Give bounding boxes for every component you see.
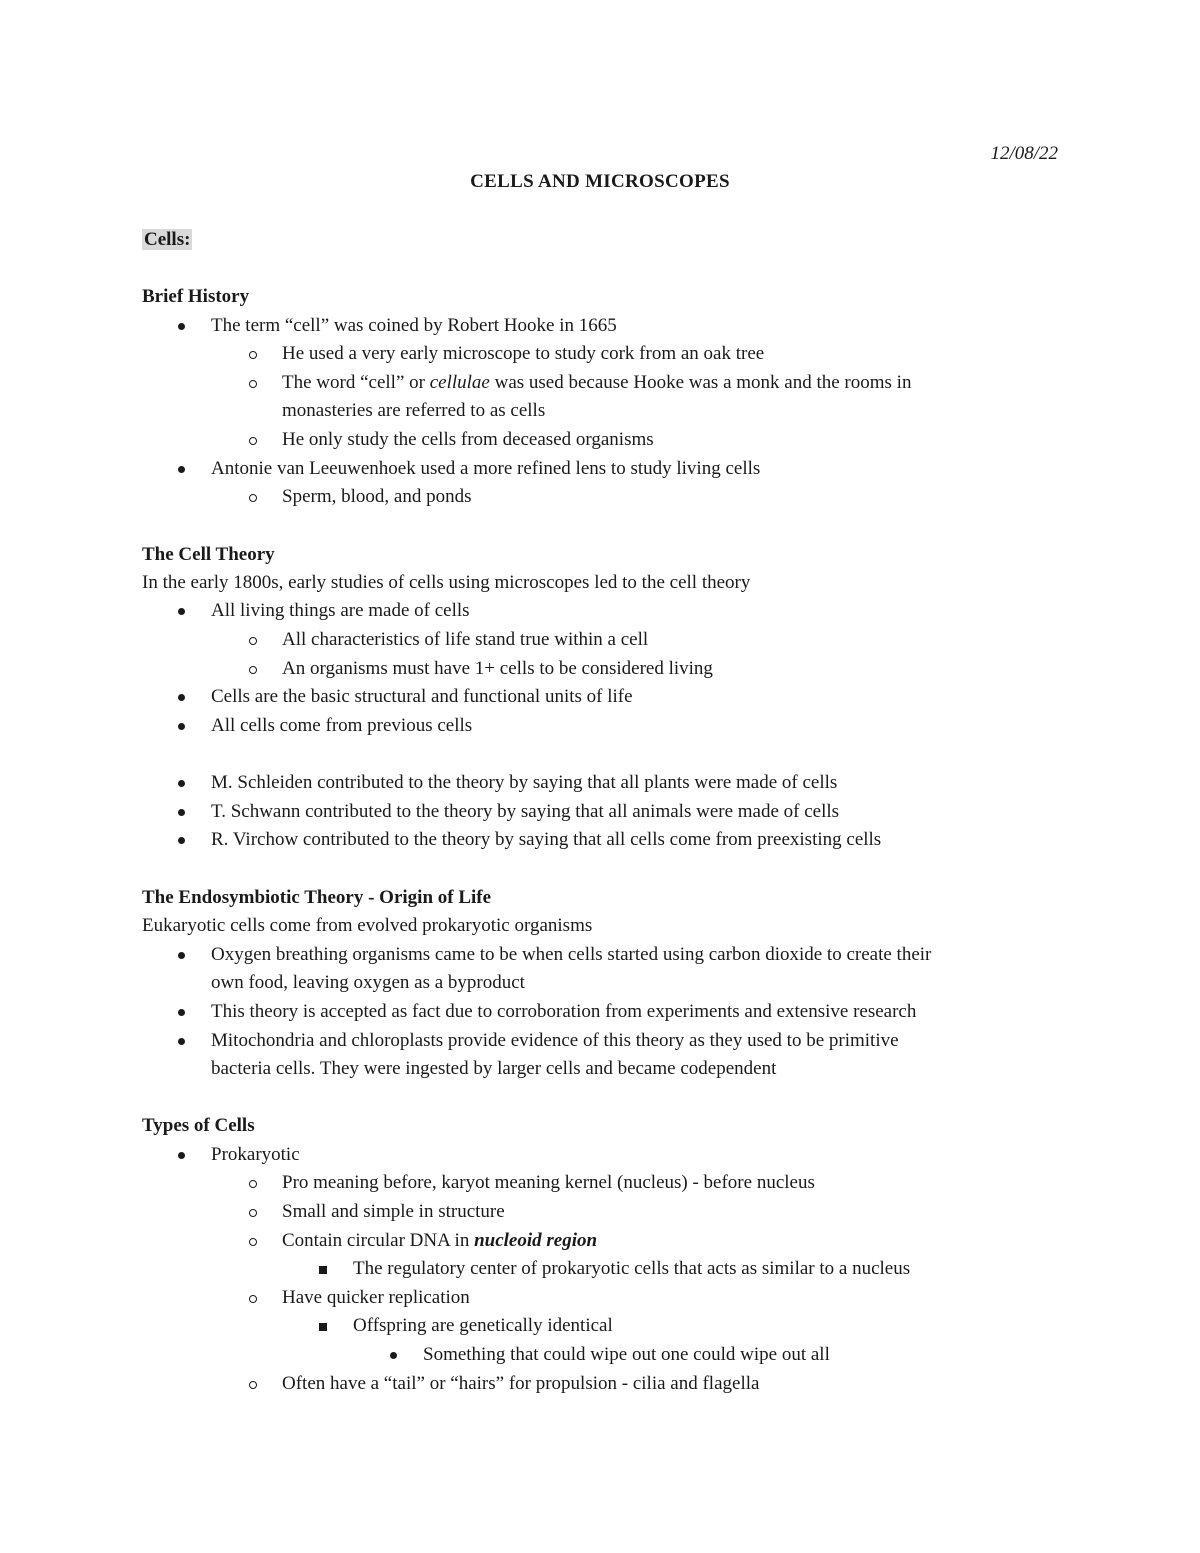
list-item: All characteristics of life stand true within a cell — [282, 629, 649, 650]
section-label — [142, 229, 192, 251]
bullet-circle — [249, 437, 257, 445]
bullet-circle — [249, 1295, 257, 1303]
list-item: Antonie van Leeuwenhoek used a more refined lens to study living cells — [211, 458, 761, 479]
list-item: R. Virchow contributed to the theory by saying that all cells come from preexisting cells — [211, 829, 882, 850]
paragraph: In the early 1800s, early studies of cells using microscopes led to the cell theory — [142, 572, 751, 593]
paragraph: Eukaryotic cells come from evolved prokaryotic organisms — [142, 915, 593, 936]
list-item: Have quicker replication — [282, 1287, 470, 1308]
bullet-circle — [249, 351, 257, 359]
bullet-circle — [249, 1238, 257, 1246]
bullet-dot — [178, 608, 185, 615]
text-run-italic: cellulae — [429, 372, 490, 393]
text-run: Contain circular DNA in — [282, 1230, 475, 1251]
bullet-circle — [249, 494, 257, 502]
text-run-bold-italic: nucleoid region — [474, 1230, 598, 1251]
list-item — [282, 372, 911, 394]
bullet-dot — [178, 1009, 185, 1016]
list-item: All living things are made of cells — [211, 600, 470, 621]
bullet-circle — [249, 1381, 257, 1389]
bullet-dot — [178, 1152, 185, 1159]
list-item: T. Schwann contributed to the theory by saying that all animals were made of cells — [211, 801, 840, 822]
list-item: Cells are the basic structural and functional units of life — [211, 686, 633, 707]
bullet-circle — [249, 666, 257, 674]
list-item: Prokaryotic — [211, 1144, 300, 1165]
heading-brief-history: Brief History — [142, 286, 250, 307]
bullet-dot — [178, 723, 185, 730]
text-run: The word “cell” or — [282, 372, 430, 393]
bullet-circle — [249, 637, 257, 645]
date: 12/08/22 — [990, 143, 1058, 164]
list-item: Mitochondria and chloroplasts provide evidence of this theory as they used to be primitive — [211, 1030, 899, 1051]
list-item: He used a very early microscope to study cork from an oak tree — [282, 343, 765, 364]
list-item: M. Schleiden contributed to the theory by saying that all plants were made of cells — [211, 772, 838, 793]
list-item: Often have a “tail” or “hairs” for propulsion - cilia and flagella — [282, 1373, 760, 1394]
bullet-dot — [178, 694, 185, 701]
list-item — [282, 1230, 597, 1252]
bullet-dot — [178, 780, 185, 787]
list-item: Offspring are genetically identical — [353, 1315, 613, 1336]
list-item-continuation: monasteries are referred to as cells — [282, 400, 546, 421]
heading-endosymbiotic-theory: The Endosymbiotic Theory - Origin of Life — [142, 887, 492, 908]
bullet-circle — [249, 1209, 257, 1217]
list-item: The regulatory center of prokaryotic cells that acts as similar to a nucleus — [353, 1258, 911, 1279]
bullet-dot — [178, 952, 185, 959]
bullet-circle — [249, 380, 257, 388]
list-item: Small and simple in structure — [282, 1201, 505, 1222]
list-item: Sperm, blood, and ponds — [282, 486, 472, 507]
bullet-dot — [178, 809, 185, 816]
bullet-square — [319, 1323, 327, 1331]
bullet-dot — [178, 1038, 185, 1045]
bullet-circle — [249, 1180, 257, 1188]
bullet-dot — [178, 466, 185, 473]
list-item: An organisms must have 1+ cells to be considered living — [282, 658, 713, 679]
list-item: Oxygen breathing organisms came to be when cells started using carbon dioxide to create their — [211, 944, 932, 965]
list-item: This theory is accepted as fact due to corroboration from experiments and extensive research — [211, 1001, 917, 1022]
list-item-continuation: bacteria cells. They were ingested by larger cells and became codependent — [211, 1058, 777, 1079]
list-item-continuation: own food, leaving oxygen as a byproduct — [211, 972, 525, 993]
list-item: He only study the cells from deceased organisms — [282, 429, 654, 450]
section-label-text: Cells: — [144, 229, 191, 250]
list-item: Pro meaning before, karyot meaning kernel (nucleus) - before nucleus — [282, 1172, 815, 1193]
bullet-dot — [178, 323, 185, 330]
bullet-square — [319, 1266, 327, 1274]
list-item: All cells come from previous cells — [211, 715, 473, 736]
bullet-dot — [178, 837, 185, 844]
text-run: was used because Hooke was a monk and the rooms in — [489, 372, 912, 393]
page-title: CELLS AND MICROSCOPES — [470, 171, 730, 192]
heading-types-of-cells: Types of Cells — [142, 1115, 255, 1136]
list-item: Something that could wipe out one could wipe out all — [423, 1344, 830, 1365]
list-item: The term “cell” was coined by Robert Hooke in 1665 — [211, 315, 617, 336]
bullet-dot — [390, 1352, 397, 1359]
heading-cell-theory: The Cell Theory — [142, 544, 275, 565]
